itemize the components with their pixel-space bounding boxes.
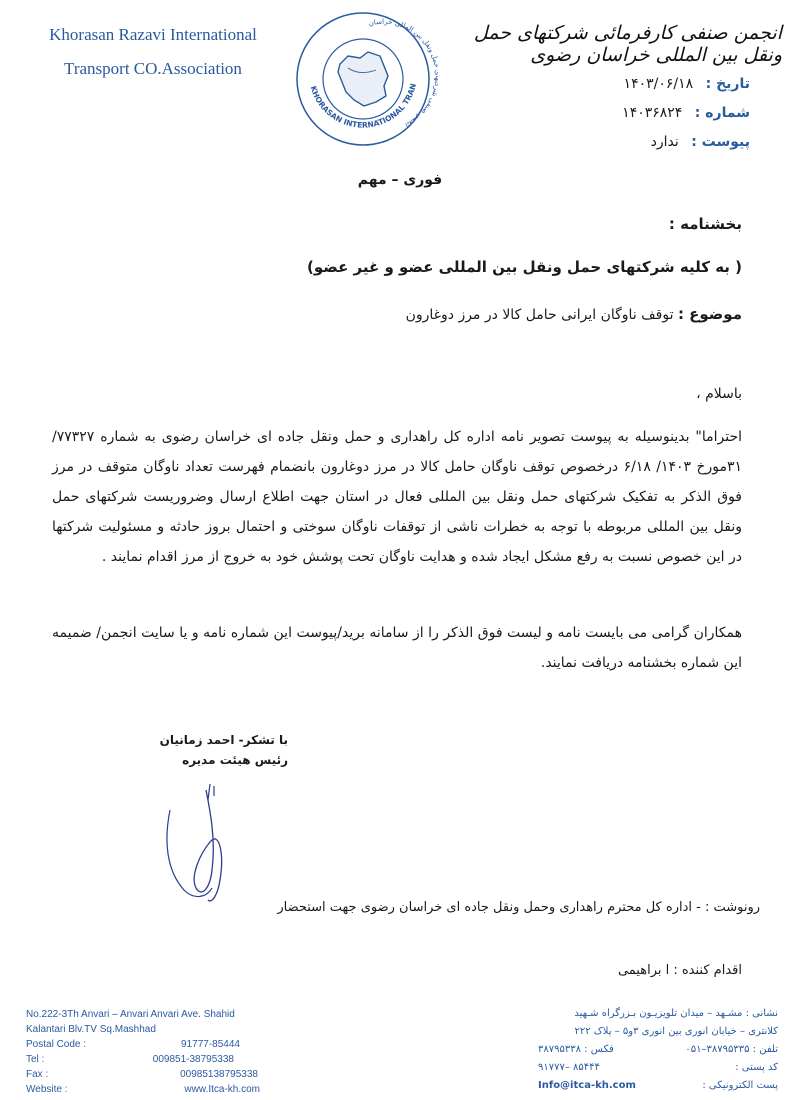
footer-website-label: Website : <box>26 1084 68 1095</box>
subject-label: موضوع : <box>677 305 742 323</box>
date-label: تاریخ : <box>705 76 750 92</box>
body-paragraph-2: همکاران گرامی می بایست نامه و لیست فوق الذکر را از سامانه برید/پیوست این شماره نامه و یا سایت انجمن/ ضمیمه این شماره بخشنامه دریافت نمایند. <box>52 625 742 671</box>
footer-postal-label: Postal Code : <box>26 1039 87 1050</box>
association-name-en <box>18 18 288 86</box>
footer-postal-value: 91777-85444 <box>181 1039 240 1050</box>
footer-fax-value: 00985138795338 <box>180 1069 258 1080</box>
footer-fa-postal-label: کد پستی : <box>735 1062 778 1073</box>
circular-heading: بخشنامه : <box>668 215 742 233</box>
action-by: اقدام کننده : ا براهیمی <box>617 963 742 978</box>
footer-website-row <box>26 1082 276 1097</box>
footer-tel-label: Tel : <box>26 1054 45 1065</box>
association-name-en-line2: Transport CO.Association <box>64 59 242 78</box>
cc-line: رونوشت : - اداره کل محترم راهداری وحمل ونقل جاده ای خراسان رضوی جهت استحضار <box>277 900 760 915</box>
logo-ring-text: KHORASAN INTERNATIONAL TRAN <box>308 82 418 130</box>
date-value: ۱۴۰۳/۰۶/۱۸ <box>623 76 694 92</box>
handwritten-signature <box>150 770 260 910</box>
association-name-en-line1: Khorasan Razavi International <box>49 25 257 44</box>
attachment-value: ندارد <box>650 134 679 150</box>
footer-address-line1: No.222-3Th Anvari – Anvari Anvari Ave. Shahid <box>26 1009 235 1020</box>
attachment-row <box>550 128 750 157</box>
footer-contact-fa <box>538 1005 778 1095</box>
footer-fax-label: Fax : <box>26 1069 49 1080</box>
number-row <box>550 99 750 128</box>
letter-meta <box>550 70 750 157</box>
footer-fa-fax: فکس : ۳۸۷۹۵۳۳۸ <box>538 1044 614 1055</box>
logo-ring-text-fa: انجمن صنفی ل ونقل بین المللی خراسان <box>367 17 438 130</box>
urgency-label: فوری – مهم <box>357 172 443 188</box>
footer-fax-row <box>26 1067 276 1082</box>
footer-fa-postal-row <box>538 1059 778 1077</box>
subject-line <box>406 305 742 323</box>
signoff-title: رئیس هیئت مدیره <box>182 753 288 767</box>
body-paragraph-1: احتراما" بدینوسیله به پیوست تصویر نامه اداره کل راهداری و حمل ونقل جاده ای خراسان رضوی به شماره ۷۷۳۲۷/ ۳۱مورخ ۱۴۰۳/ ۶/۱۸ درخصوص توقف ناوگان حامل کالا در مرز دوغارون بانضمام فهرست تعداد ناوگان متوقف در مرز فوق الذکر به تفکیک شرکتهای حمل ونقل بین المللی فعال در استان جهت اطلاع ارسال وضروریست شرکتهای حمل ونقل بین المللی مربوطه با توجه به خطرات ناشی از توقفات ناوگان سوختی و احتمال بروز حادثه و مسئولیت شرکتها در این خصوص نسبت به رفع مشکل ایجاد شده و هدایت ناوگان تحت پوشش خود به خروج از مرز اقدام نمایند . <box>52 429 743 565</box>
subject-text: توقف ناوگان ایرانی حامل کالا در مرز دوغارون <box>405 307 674 323</box>
footer-contact-en <box>26 1007 276 1097</box>
footer-tel-row <box>26 1052 276 1067</box>
number-value: ۱۴۰۳۶۸۲۴ <box>622 105 683 121</box>
footer-tel-value: 009851-38795338 <box>152 1054 234 1065</box>
greeting: باسلام ، <box>696 386 742 402</box>
footer-fa-phone: تلفن : ۳۸۷۹۵۳۳۵–۰۵۱ <box>685 1044 778 1055</box>
footer-fa-email-link[interactable]: Info@itca-kh.com <box>538 1080 636 1091</box>
footer-fa-postal-value: ۹۱۷۷۷– ۸۵۴۴۴ <box>538 1062 600 1073</box>
association-name-fa: انجمن صنفی کارفرمائی شرکتهای حمل ونقل بین المللی خراسان رضوی <box>473 22 782 66</box>
signoff-name: با تشکر- احمد زمانیان <box>159 733 288 747</box>
footer-fa-address-line2: کلانتری – خیابان انوری بین انوری ۳و۵ – پلاک ۲۲۲ <box>574 1026 778 1037</box>
date-row <box>550 70 750 99</box>
footer-fa-email-row <box>538 1077 778 1095</box>
recipients-line: ( به کلیه شرکتهای حمل ونقل بین المللی عضو و غیر عضو) <box>307 258 742 276</box>
footer-website-link[interactable]: www.Itca-kh.com <box>184 1084 260 1095</box>
footer-postal-row <box>26 1037 276 1052</box>
iran-map-icon <box>338 52 388 106</box>
footer-fa-phone-row <box>538 1041 778 1059</box>
footer-fa-email-label: پست الکترونیکی : <box>702 1080 778 1091</box>
logo-emblem <box>288 6 438 156</box>
footer-address-line2: Kalantari Blv.TV Sq.Mashhad <box>26 1024 156 1035</box>
association-logo <box>288 6 438 156</box>
attachment-label: پیوست : <box>691 134 750 150</box>
number-label: شماره : <box>694 105 750 121</box>
footer-fa-address-line1: نشانی : مشـهد – میدان تلویزیـون بـزرگراه شـهید <box>574 1008 778 1019</box>
